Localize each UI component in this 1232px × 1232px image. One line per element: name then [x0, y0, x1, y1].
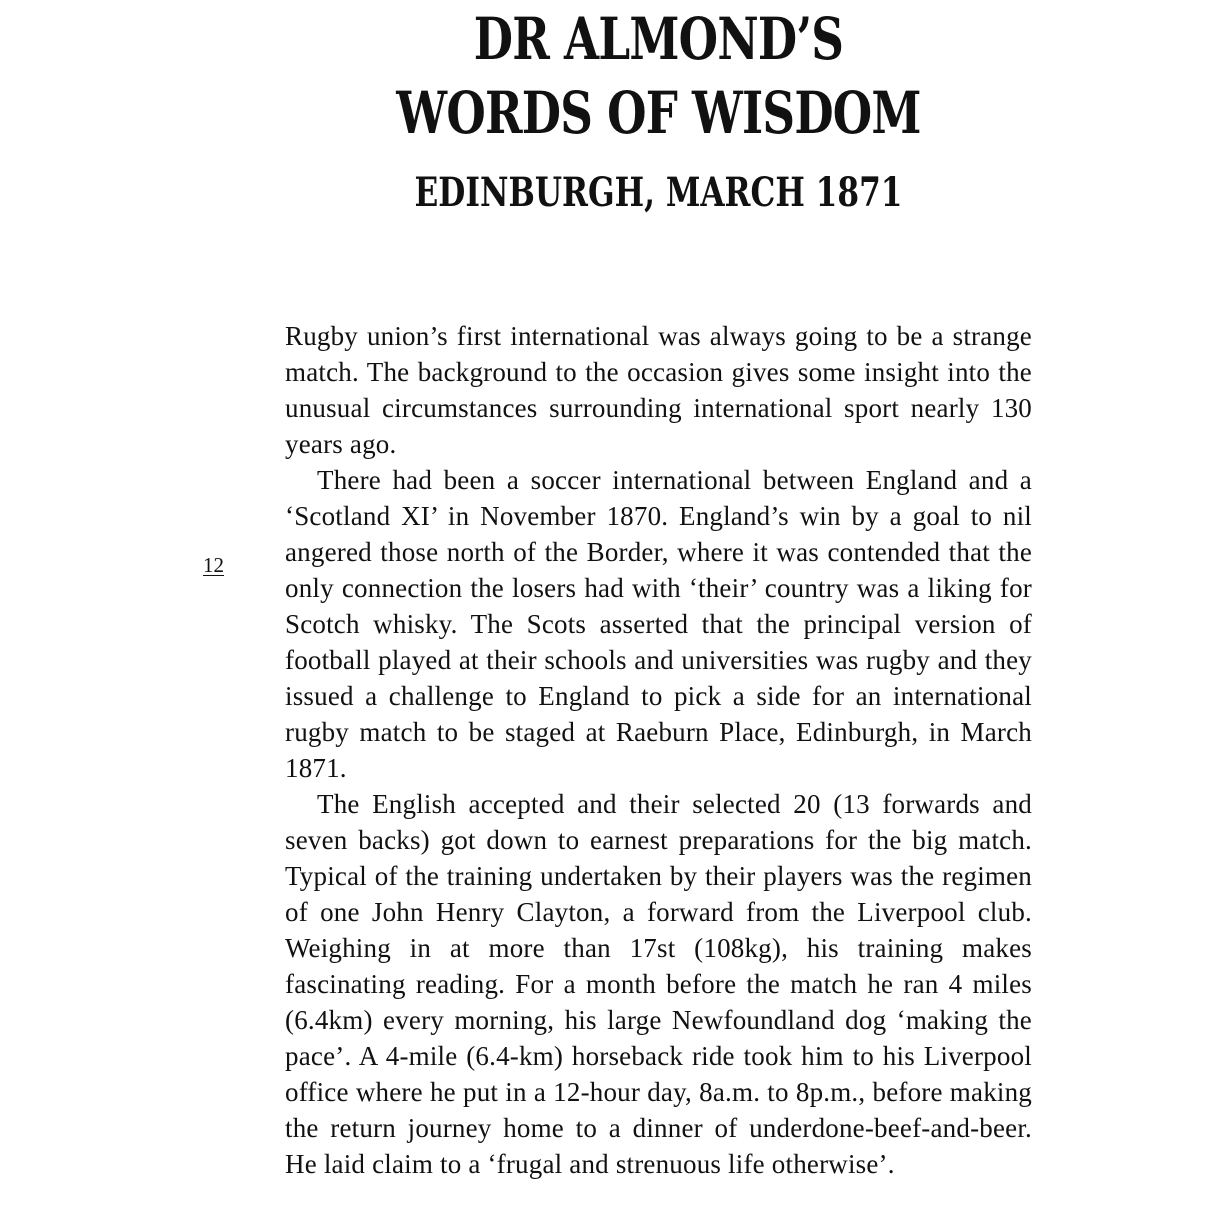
- body-text: [285, 318, 1032, 1182]
- page-number: 12: [203, 553, 224, 577]
- paragraph-1: Rugby union’s first international was always going to be a strange match. The background to the occasion gives some insight into the unusual circumstances surrounding international sport nearly 130 years ago.: [285, 321, 1032, 459]
- chapter-heading: [285, 0, 1032, 218]
- paragraph-3: The English accepted and their selected 20 (13 forwards and seven backs) got down to earnest preparations for the big match. Typical of the training undertaken by their players was the regimen of one John Henry Clayton, a forward from the Liverpool club. Weighing in at more than 17st (108kg), his training makes fascinating reading. For a month before the match he ran 4 miles (6.4km) every morning, his large Newfoundland dog ‘making the pace’. A 4-mile (6.4-km) horseback ride took him to his Liverpool office where he put in a 12-hour day, 8a.m. to 8p.m., before making the return journey home to a dinner of underdone-beef-and-beer. He laid claim to a ‘frugal and strenuous life otherwise’.: [285, 789, 1032, 1179]
- chapter-title-line-2: WORDS OF WISDOM: [396, 79, 921, 147]
- chapter-subtitle: EDINBURGH, MARCH 1871: [414, 169, 903, 216]
- chapter-title-line-1: DR ALMOND’S: [473, 5, 844, 73]
- paragraph-2: There had been a soccer international between England and a ‘Scotland XI’ in November 1870. England’s win by a goal to nil angered those north of the Border, where it was contended that the only connection the losers had with ‘their’ country was a liking for Scotch whisky. The Scots asserted that the principal version of football played at their schools and universities was rugby and they issued a challenge to England to pick a side for an international rugby match to be staged at Raeburn Place, Edinburgh, in March 1871.: [285, 465, 1032, 783]
